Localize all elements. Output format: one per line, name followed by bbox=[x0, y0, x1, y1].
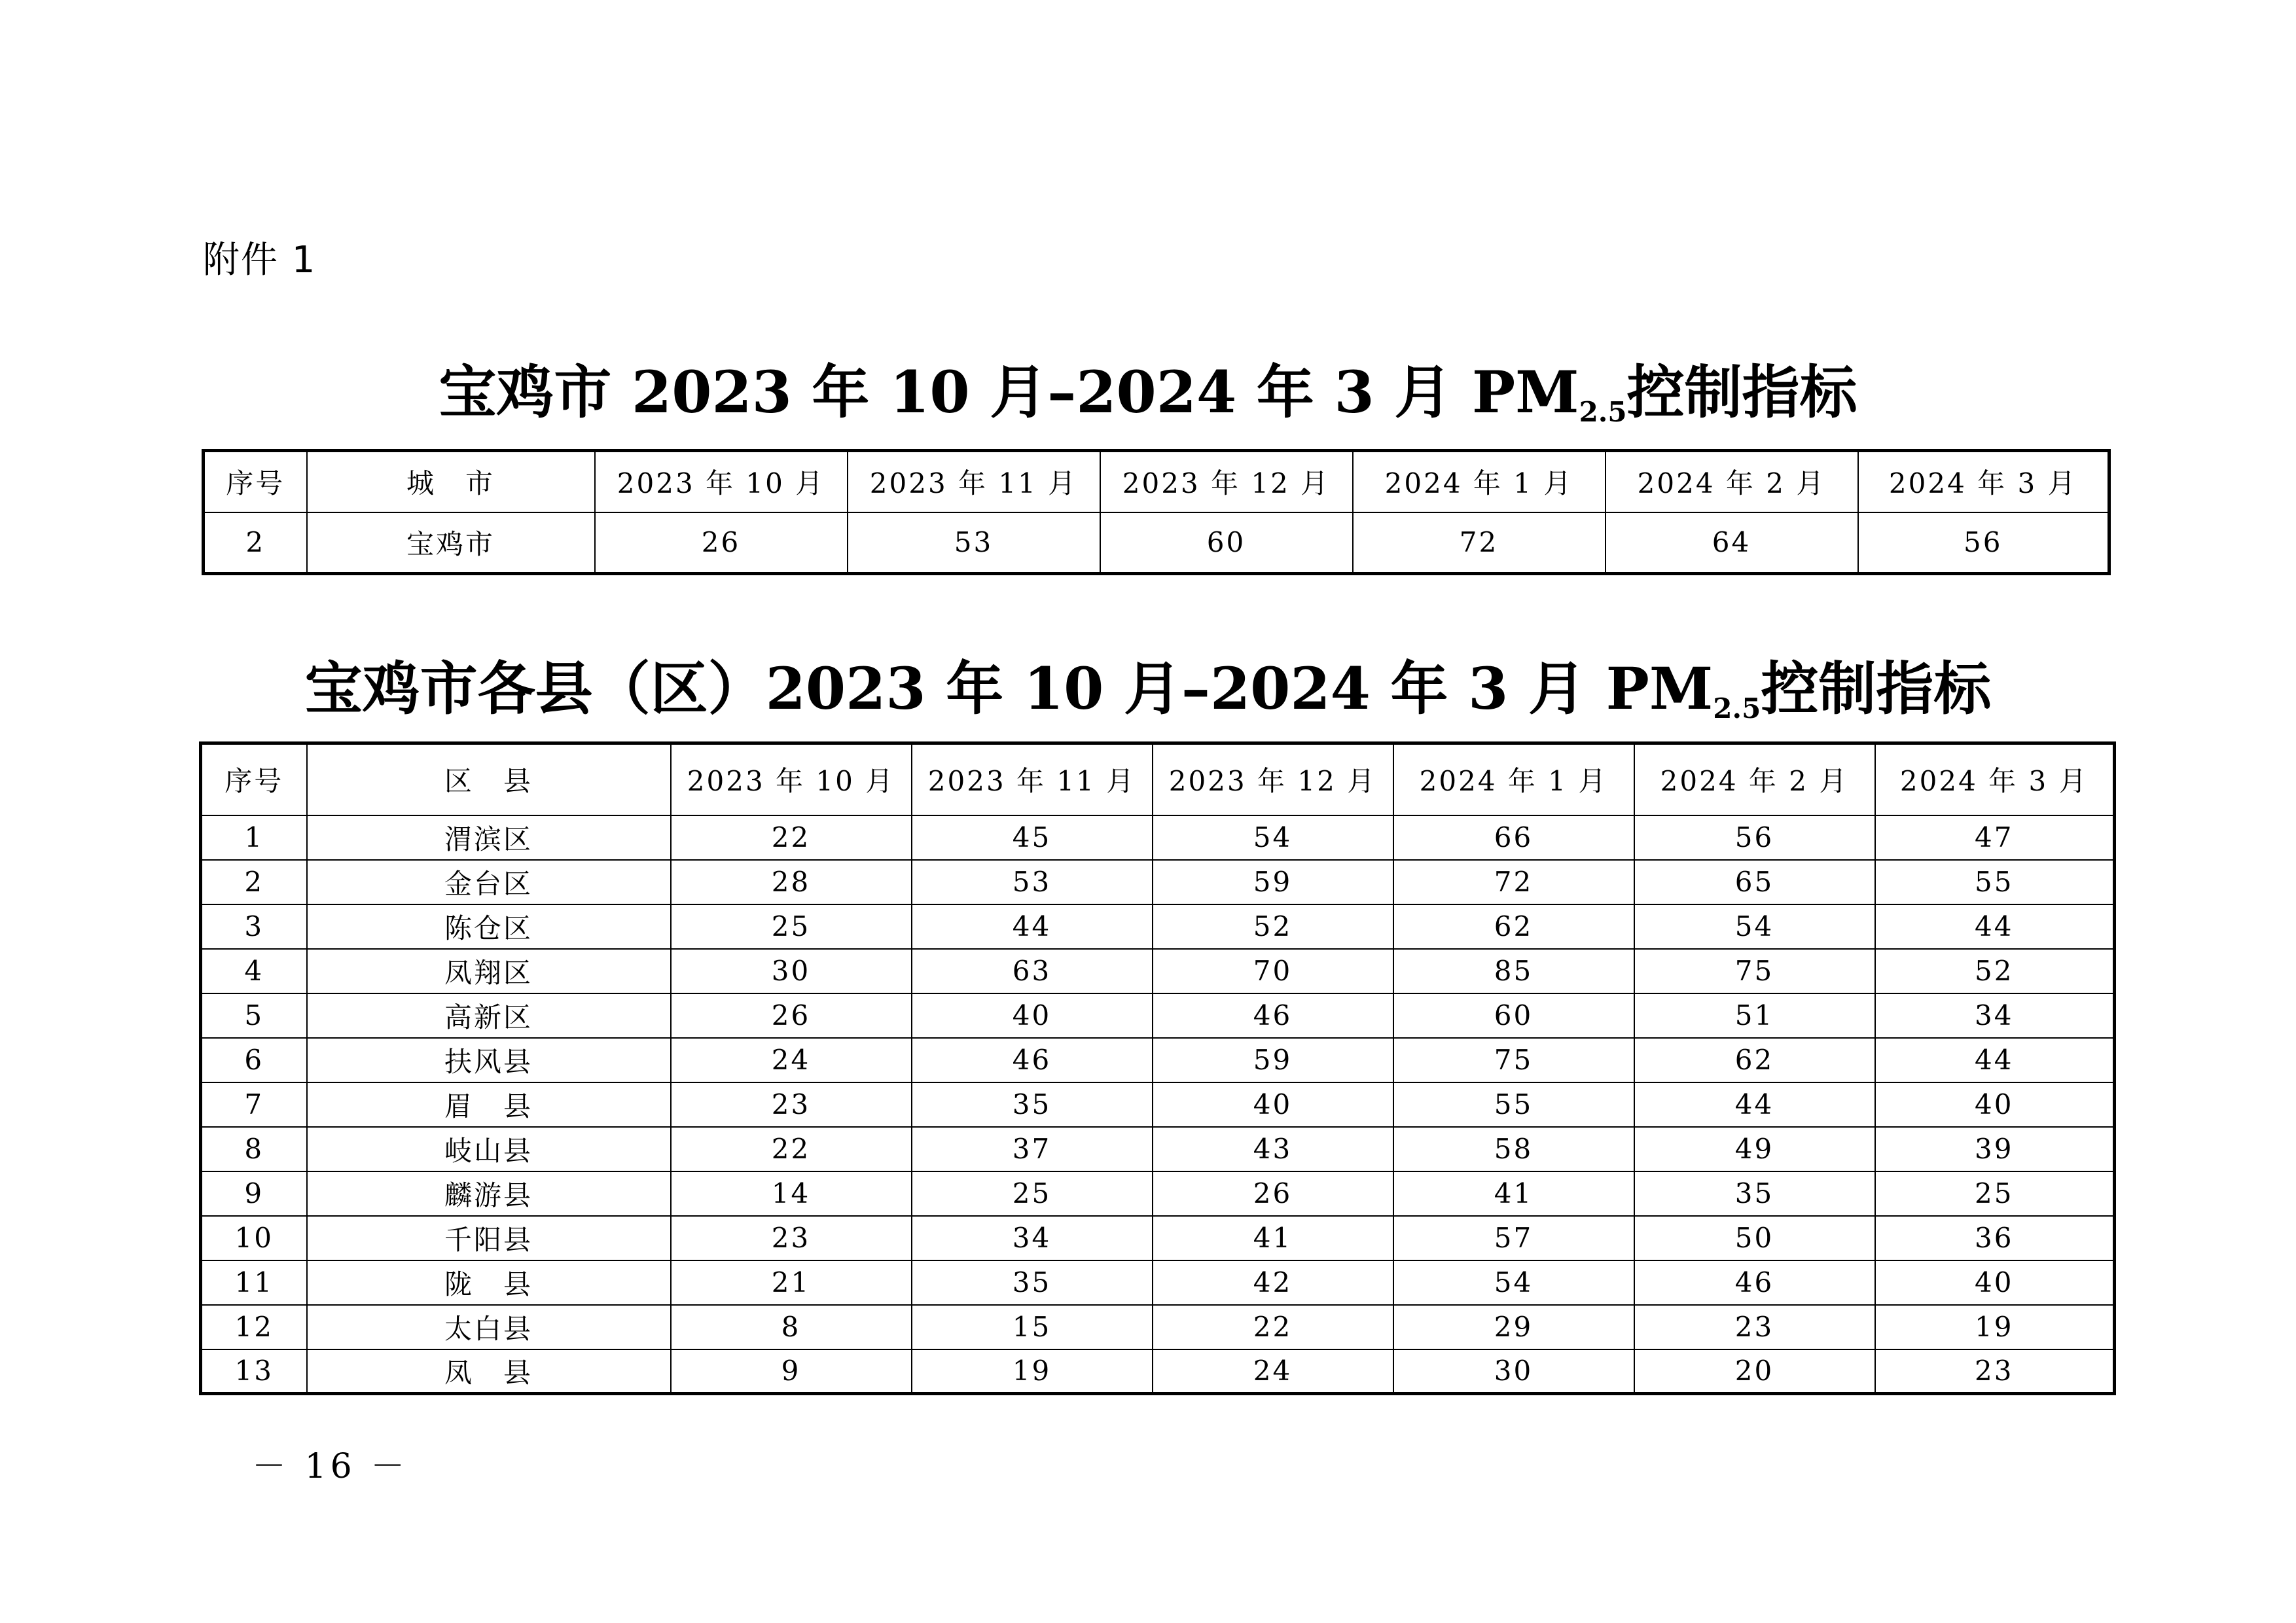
pm25-value-cell: 72 bbox=[1353, 512, 1605, 574]
pm25-value-cell: 19 bbox=[1875, 1305, 2115, 1349]
table-row bbox=[201, 949, 2115, 993]
pm25-value-cell: 20 bbox=[1634, 1349, 1875, 1394]
pm25-value-cell: 53 bbox=[912, 860, 1153, 904]
pm25-value-cell: 44 bbox=[1634, 1082, 1875, 1127]
header-2024-03: 2024 年 3 月 bbox=[1858, 451, 2109, 512]
header-index: 序号 bbox=[201, 743, 307, 815]
region-name-cell: 凤翔区 bbox=[307, 949, 671, 993]
row-index-cell: 6 bbox=[201, 1038, 307, 1082]
region-name-cell: 麟游县 bbox=[307, 1171, 671, 1216]
pm25-value-cell: 40 bbox=[1875, 1260, 2115, 1305]
table-row bbox=[201, 1038, 2115, 1082]
pm25-value-cell: 66 bbox=[1393, 815, 1634, 860]
table-row bbox=[201, 1127, 2115, 1171]
pm25-value-cell: 54 bbox=[1393, 1260, 1634, 1305]
pm25-value-cell: 26 bbox=[595, 512, 848, 574]
pm25-value-cell: 34 bbox=[912, 1216, 1153, 1260]
pm25-value-cell: 53 bbox=[848, 512, 1100, 574]
header-2023-12: 2023 年 12 月 bbox=[1153, 743, 1393, 815]
table-header-row bbox=[201, 743, 2115, 815]
pm25-value-cell: 70 bbox=[1153, 949, 1393, 993]
county-table-title-end: 控制指标 bbox=[1761, 654, 1992, 722]
header-index: 序号 bbox=[204, 451, 307, 512]
header-county: 区 县 bbox=[307, 743, 671, 815]
pm25-value-cell: 85 bbox=[1393, 949, 1634, 993]
pm25-value-cell: 24 bbox=[671, 1038, 912, 1082]
table-row bbox=[201, 1349, 2115, 1394]
pm25-value-cell: 29 bbox=[1393, 1305, 1634, 1349]
pm25-value-cell: 46 bbox=[912, 1038, 1153, 1082]
city-table-title-end: 控制指标 bbox=[1626, 358, 1857, 426]
table-row bbox=[201, 993, 2115, 1038]
pm25-value-cell: 49 bbox=[1634, 1127, 1875, 1171]
row-index-cell: 8 bbox=[201, 1127, 307, 1171]
pm25-value-cell: 26 bbox=[671, 993, 912, 1038]
pm25-value-cell: 44 bbox=[1875, 904, 2115, 949]
pm25-value-cell: 51 bbox=[1634, 993, 1875, 1038]
pm25-value-cell: 30 bbox=[1393, 1349, 1634, 1394]
table-row bbox=[201, 1082, 2115, 1127]
pm25-value-cell: 58 bbox=[1393, 1127, 1634, 1171]
pm25-value-cell: 43 bbox=[1153, 1127, 1393, 1171]
county-table-title-main: 宝鸡市各县（区）2023 年 10 月–2024 年 3 月 PM bbox=[304, 654, 1713, 722]
region-name-cell: 渭滨区 bbox=[307, 815, 671, 860]
region-name-cell: 眉 县 bbox=[307, 1082, 671, 1127]
region-name-cell: 千阳县 bbox=[307, 1216, 671, 1260]
pm25-value-cell: 25 bbox=[1875, 1171, 2115, 1216]
row-index-cell: 12 bbox=[201, 1305, 307, 1349]
header-2024-02: 2024 年 2 月 bbox=[1605, 451, 1858, 512]
pm25-value-cell: 21 bbox=[671, 1260, 912, 1305]
pm25-value-cell: 9 bbox=[671, 1349, 912, 1394]
region-name-cell: 太白县 bbox=[307, 1305, 671, 1349]
table-row bbox=[201, 1171, 2115, 1216]
row-index-cell: 3 bbox=[201, 904, 307, 949]
table-row bbox=[201, 904, 2115, 949]
pm25-value-cell: 45 bbox=[912, 815, 1153, 860]
row-index-cell: 5 bbox=[201, 993, 307, 1038]
row-index-cell: 13 bbox=[201, 1349, 307, 1394]
pm25-value-cell: 63 bbox=[912, 949, 1153, 993]
pm25-value-cell: 22 bbox=[1153, 1305, 1393, 1349]
pm25-value-cell: 75 bbox=[1393, 1038, 1634, 1082]
attachment-label: 附件 1 bbox=[203, 239, 317, 281]
table-row bbox=[201, 1216, 2115, 1260]
pm25-value-cell: 14 bbox=[671, 1171, 912, 1216]
pm25-value-cell: 41 bbox=[1393, 1171, 1634, 1216]
table-row bbox=[204, 512, 2109, 574]
pm25-value-cell: 22 bbox=[671, 815, 912, 860]
row-index-cell: 1 bbox=[201, 815, 307, 860]
pm25-value-cell: 59 bbox=[1153, 860, 1393, 904]
header-2023-10: 2023 年 10 月 bbox=[595, 451, 848, 512]
header-2023-12: 2023 年 12 月 bbox=[1100, 451, 1353, 512]
pm25-value-cell: 40 bbox=[912, 993, 1153, 1038]
region-name-cell: 陇 县 bbox=[307, 1260, 671, 1305]
pm25-value-cell: 75 bbox=[1634, 949, 1875, 993]
pm25-value-cell: 54 bbox=[1153, 815, 1393, 860]
pm25-value-cell: 72 bbox=[1393, 860, 1634, 904]
pm25-value-cell: 52 bbox=[1153, 904, 1393, 949]
pm25-value-cell: 62 bbox=[1393, 904, 1634, 949]
row-index-cell: 10 bbox=[201, 1216, 307, 1260]
pm25-value-cell: 59 bbox=[1153, 1038, 1393, 1082]
pm25-value-cell: 55 bbox=[1875, 860, 2115, 904]
pm25-value-cell: 62 bbox=[1634, 1038, 1875, 1082]
pm25-value-cell: 60 bbox=[1393, 993, 1634, 1038]
pm25-value-cell: 30 bbox=[671, 949, 912, 993]
header-2024-03: 2024 年 3 月 bbox=[1875, 743, 2115, 815]
pm25-value-cell: 23 bbox=[671, 1216, 912, 1260]
header-2023-10: 2023 年 10 月 bbox=[671, 743, 912, 815]
pm25-value-cell: 19 bbox=[912, 1349, 1153, 1394]
pm25-value-cell: 40 bbox=[1153, 1082, 1393, 1127]
pm25-value-cell: 44 bbox=[1875, 1038, 2115, 1082]
header-2024-01: 2024 年 1 月 bbox=[1353, 451, 1605, 512]
pm25-value-cell: 35 bbox=[912, 1260, 1153, 1305]
page-number: － 16 － bbox=[252, 1447, 409, 1486]
pm25-value-cell: 25 bbox=[671, 904, 912, 949]
table-row bbox=[201, 860, 2115, 904]
header-2023-11: 2023 年 11 月 bbox=[848, 451, 1100, 512]
pm25-value-cell: 26 bbox=[1153, 1171, 1393, 1216]
city-table-title-main: 宝鸡市 2023 年 10 月–2024 年 3 月 PM bbox=[439, 358, 1579, 426]
pm25-value-cell: 40 bbox=[1875, 1082, 2115, 1127]
row-index-cell: 7 bbox=[201, 1082, 307, 1127]
pm25-value-cell: 55 bbox=[1393, 1082, 1634, 1127]
pm25-value-cell: 35 bbox=[912, 1082, 1153, 1127]
county-table-title-subscript: 2.5 bbox=[1713, 692, 1761, 724]
county-table-title bbox=[0, 654, 2296, 724]
row-index-cell: 4 bbox=[201, 949, 307, 993]
county-pm25-table bbox=[199, 741, 2116, 1395]
pm25-value-cell: 52 bbox=[1875, 949, 2115, 993]
city-table-title-subscript: 2.5 bbox=[1579, 396, 1627, 428]
pm25-value-cell: 54 bbox=[1634, 904, 1875, 949]
pm25-value-cell: 24 bbox=[1153, 1349, 1393, 1394]
pm25-value-cell: 64 bbox=[1605, 512, 1858, 574]
row-index-cell: 2 bbox=[201, 860, 307, 904]
region-name-cell: 高新区 bbox=[307, 993, 671, 1038]
pm25-value-cell: 42 bbox=[1153, 1260, 1393, 1305]
pm25-value-cell: 8 bbox=[671, 1305, 912, 1349]
table-row bbox=[201, 1260, 2115, 1305]
pm25-value-cell: 23 bbox=[1634, 1305, 1875, 1349]
pm25-value-cell: 44 bbox=[912, 904, 1153, 949]
header-2024-01: 2024 年 1 月 bbox=[1393, 743, 1634, 815]
pm25-value-cell: 57 bbox=[1393, 1216, 1634, 1260]
region-name-cell: 凤 县 bbox=[307, 1349, 671, 1394]
region-name-cell: 金台区 bbox=[307, 860, 671, 904]
pm25-value-cell: 56 bbox=[1858, 512, 2109, 574]
pm25-value-cell: 46 bbox=[1153, 993, 1393, 1038]
region-name-cell: 陈仓区 bbox=[307, 904, 671, 949]
pm25-value-cell: 35 bbox=[1634, 1171, 1875, 1216]
pm25-value-cell: 22 bbox=[671, 1127, 912, 1171]
header-2023-11: 2023 年 11 月 bbox=[912, 743, 1153, 815]
row-index-cell: 11 bbox=[201, 1260, 307, 1305]
pm25-value-cell: 60 bbox=[1100, 512, 1353, 574]
pm25-value-cell: 37 bbox=[912, 1127, 1153, 1171]
table-header-row bbox=[204, 451, 2109, 512]
pm25-value-cell: 65 bbox=[1634, 860, 1875, 904]
region-name-cell: 扶风县 bbox=[307, 1038, 671, 1082]
pm25-value-cell: 36 bbox=[1875, 1216, 2115, 1260]
pm25-value-cell: 39 bbox=[1875, 1127, 2115, 1171]
header-2024-02: 2024 年 2 月 bbox=[1634, 743, 1875, 815]
pm25-value-cell: 34 bbox=[1875, 993, 2115, 1038]
pm25-value-cell: 56 bbox=[1634, 815, 1875, 860]
pm25-value-cell: 47 bbox=[1875, 815, 2115, 860]
row-index-cell: 2 bbox=[204, 512, 307, 574]
pm25-value-cell: 23 bbox=[1875, 1349, 2115, 1394]
pm25-value-cell: 28 bbox=[671, 860, 912, 904]
pm25-value-cell: 50 bbox=[1634, 1216, 1875, 1260]
row-index-cell: 9 bbox=[201, 1171, 307, 1216]
table-row bbox=[201, 1305, 2115, 1349]
pm25-value-cell: 15 bbox=[912, 1305, 1153, 1349]
region-name-cell: 宝鸡市 bbox=[307, 512, 595, 574]
pm25-value-cell: 23 bbox=[671, 1082, 912, 1127]
city-pm25-table bbox=[202, 449, 2111, 575]
pm25-value-cell: 41 bbox=[1153, 1216, 1393, 1260]
header-city: 城 市 bbox=[307, 451, 595, 512]
pm25-value-cell: 25 bbox=[912, 1171, 1153, 1216]
city-table-title bbox=[0, 358, 2296, 428]
table-row bbox=[201, 815, 2115, 860]
region-name-cell: 岐山县 bbox=[307, 1127, 671, 1171]
pm25-value-cell: 46 bbox=[1634, 1260, 1875, 1305]
